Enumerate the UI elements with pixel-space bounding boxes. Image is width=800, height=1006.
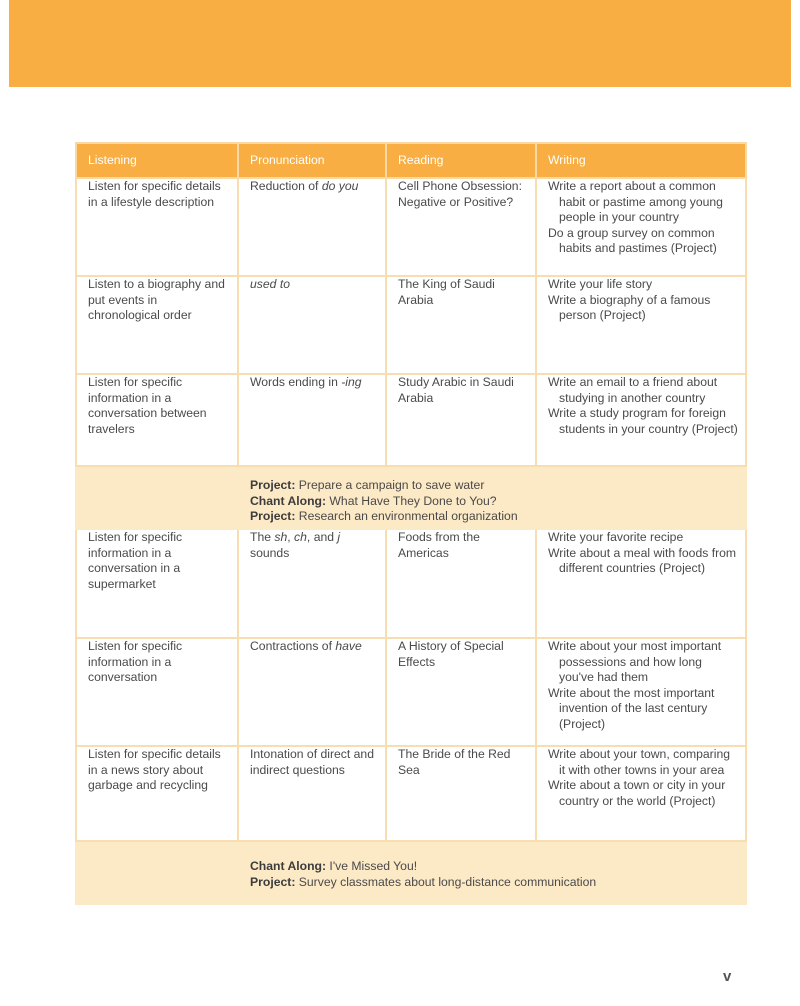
listening-cell: Listen for specific information in a conversation in a supermarket [76, 529, 238, 638]
header-reading: Reading [386, 143, 536, 178]
listening-cell: Listen to a biography and put events in chronological order [76, 276, 238, 374]
writing-item: Write a report about a common habit or pastime among young people in your country [548, 179, 723, 225]
header-writing: Writing [536, 143, 746, 178]
pronunciation-cell: Contractions of have [238, 638, 386, 746]
writing-cell [536, 746, 746, 841]
writing-item: Write about your most important possessions and how long you've had them [548, 639, 722, 685]
writing-item: Write about your town, comparing it with other towns in your area [548, 747, 730, 777]
writing-item: Write about the most important invention of the last century (Project) [548, 685, 715, 731]
writing-cell [536, 276, 746, 374]
table-header-row [76, 143, 746, 178]
band-line: Project: Research an environmental organization [250, 509, 518, 524]
writing-cell [536, 638, 746, 746]
listening-cell: Listen for specific details in a lifestyle description [76, 178, 238, 276]
writing-item: Do a group survey on common habits and pastimes (Project) [548, 225, 717, 256]
band-spacer [76, 466, 238, 529]
reading-cell: A History of Special Effects [386, 638, 536, 746]
table-row [76, 276, 746, 374]
project-band-row [76, 841, 746, 904]
pronunciation-cell: Reduction of do you [238, 178, 386, 276]
band-line: Project: Survey classmates about long-distance communication [250, 874, 597, 889]
writing-cell [536, 178, 746, 276]
band-line: Chant Along: What Have They Done to You? [250, 493, 497, 508]
table-row [76, 178, 746, 276]
top-color-band [9, 0, 791, 87]
writing-item: Write a biography of a famous person (Project) [548, 292, 711, 323]
table-row [76, 638, 746, 746]
reading-cell: The Bride of the Red Sea [386, 746, 536, 841]
reading-cell: Foods from the Americas [386, 529, 536, 638]
writing-cell [536, 529, 746, 638]
writing-item: Write an email to a friend about studying in another country [548, 375, 718, 405]
band-line: Project: Prepare a campaign to save water [250, 478, 485, 492]
table-row [76, 746, 746, 841]
listening-cell: Listen for specific details in a news story about garbage and recycling [76, 746, 238, 841]
listening-cell: Listen for specific information in a conversation [76, 638, 238, 746]
reading-cell: The King of Saudi Arabia [386, 276, 536, 374]
writing-item: Write a study program for foreign students in your country (Project) [548, 406, 738, 436]
band-line: Chant Along: I've Missed You! [250, 859, 418, 873]
scope-sequence-table [75, 142, 747, 905]
band-spacer [76, 841, 238, 904]
writing-item: Write your favorite recipe [548, 530, 684, 544]
band-content [238, 841, 746, 904]
listening-cell: Listen for specific information in a conversation between travelers [76, 374, 238, 466]
table-row [76, 529, 746, 638]
reading-cell: Cell Phone Obsession: Negative or Positive? [386, 178, 536, 276]
writing-item: Write about a town or city in your country or the world (Project) [548, 778, 726, 808]
writing-cell [536, 374, 746, 466]
page-number: v [723, 968, 732, 985]
writing-item: Write your life story [548, 277, 653, 291]
pronunciation-cell: used to [238, 276, 386, 374]
pronunciation-cell: Words ending in -ing [238, 374, 386, 466]
project-band-row [76, 466, 746, 529]
band-content [238, 466, 746, 529]
table-row [76, 374, 746, 466]
header-pronunciation: Pronunciation [238, 143, 386, 178]
reading-cell: Study Arabic in Saudi Arabia [386, 374, 536, 466]
pronunciation-cell: Intonation of direct and indirect questions [238, 746, 386, 841]
header-listening: Listening [76, 143, 238, 178]
writing-item: Write about a meal with foods from different countries (Project) [548, 545, 737, 576]
pronunciation-cell: The sh, ch, and j sounds [238, 529, 386, 638]
